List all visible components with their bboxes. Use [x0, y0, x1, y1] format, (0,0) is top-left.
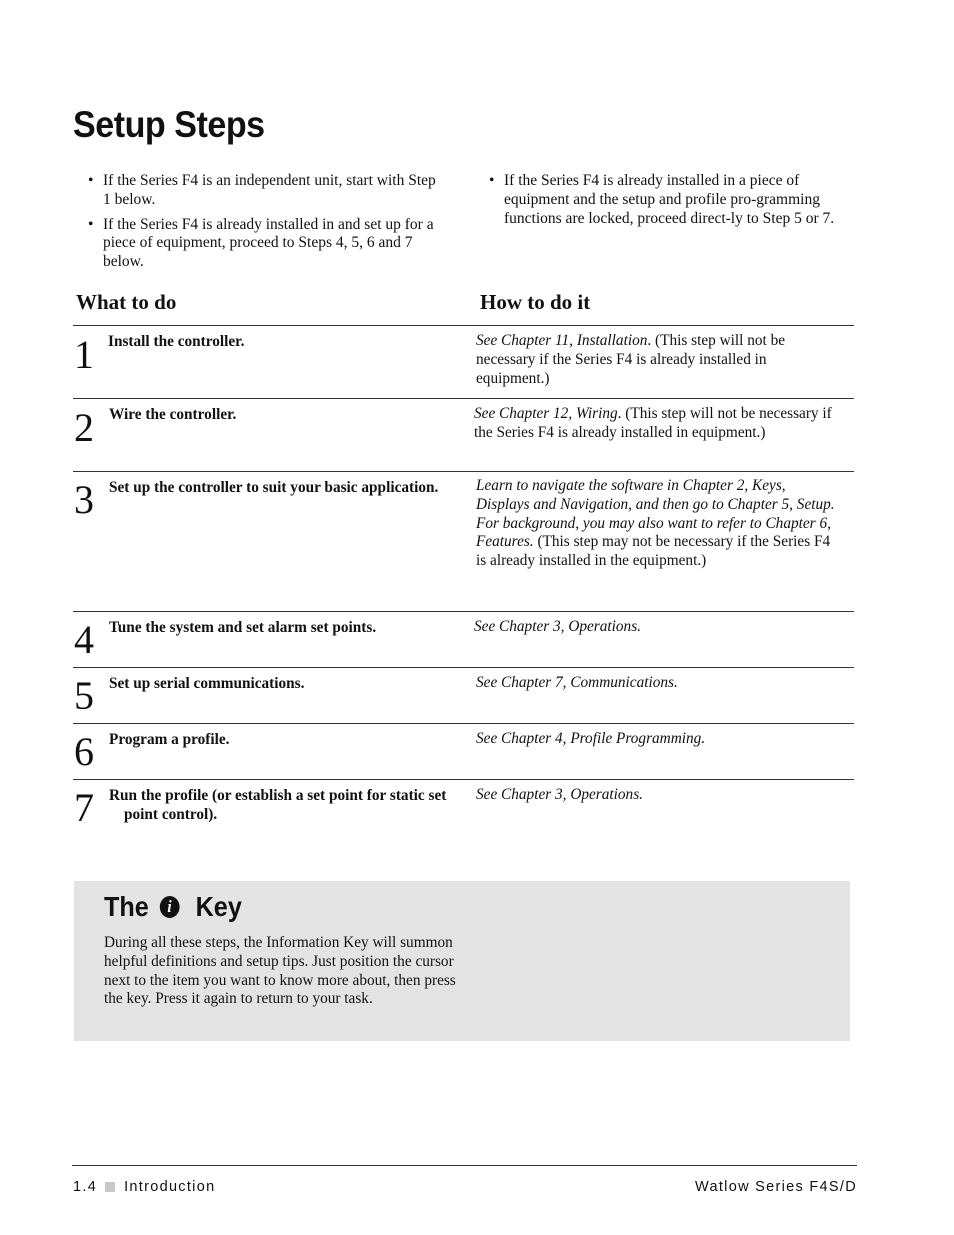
- step-how: [476, 730, 836, 749]
- information-key-body: During all these steps, the Information Key will summon helpful definitions and setup tips. Just position the cursor next to the item you want to know more about, then press the key. Press it again to return to your task.: [104, 934, 456, 1008]
- step-what: Tune the system and set alarm set points.: [109, 619, 377, 636]
- intro-bullets-left: [88, 172, 443, 278]
- intro-bullet: • If the Series F4 is an independent unit, start with Step 1 below.: [88, 172, 443, 210]
- square-icon: [105, 1182, 115, 1192]
- step-how-reference: See Chapter 4, Profile Programming.: [476, 730, 706, 747]
- step-number: 4: [74, 617, 94, 662]
- page-number: 1.4: [73, 1179, 98, 1195]
- step-how-reference: See Chapter 3, Operations.: [476, 786, 643, 803]
- step-what: Set up the controller to suit your basic application.: [109, 479, 439, 496]
- step-how: [476, 786, 836, 805]
- information-key-icon: i: [160, 896, 180, 918]
- step-row: [73, 611, 854, 667]
- step-how: [474, 405, 834, 443]
- step-number: 1: [74, 332, 94, 377]
- step-how-reference: See Chapter 7, Communications.: [476, 674, 678, 691]
- footer-left: [73, 1179, 215, 1195]
- steps-table: [73, 325, 854, 840]
- column-heading-what: What to do: [76, 290, 177, 314]
- step-number: 5: [74, 673, 94, 718]
- step-how-note: . (This step will not be necessary if the Series F4 is already installed in equipment.): [476, 332, 786, 387]
- intro-bullet: • If the Series F4 is already installed in and set up for a piece of equipment, proceed to Steps 4, 5, 6 and 7 below.: [88, 216, 443, 272]
- step-how-reference: See Chapter 12, Wiring: [474, 405, 618, 422]
- step-how: [476, 674, 836, 693]
- intro-bullets-right: [489, 172, 849, 234]
- step-how: [476, 477, 836, 571]
- step-what: Set up serial communications.: [109, 675, 305, 692]
- product-name: Watlow Series F4S/D: [695, 1179, 857, 1195]
- info-title-before: The: [104, 891, 149, 922]
- step-what: Run the profile (or establish a set point for static set point control).: [109, 787, 447, 823]
- step-row: [73, 325, 854, 398]
- footer-divider: [72, 1165, 857, 1166]
- info-title-after: Key: [195, 891, 242, 922]
- step-what: Wire the controller.: [109, 406, 237, 423]
- step-row: [73, 779, 854, 840]
- step-number: 2: [74, 405, 94, 450]
- section-name: Introduction: [124, 1179, 216, 1195]
- step-row: [73, 471, 854, 611]
- step-number: 7: [74, 785, 94, 830]
- step-number: 6: [74, 729, 94, 774]
- step-what: Program a profile.: [109, 731, 230, 748]
- step-how-note: . (This step will not be necessary if the Series F4 is already installed in equipment.): [474, 405, 832, 441]
- page-title: Setup Steps: [73, 104, 265, 145]
- step-number: 3: [74, 477, 94, 522]
- step-how-reference: See Chapter 3, Operations.: [474, 618, 641, 635]
- step-how-reference: Learn to navigate the software in Chapter 2, Keys, Displays and Navigation, and then go to Chapter 5, Setup. For background, you may also want to refer to Chapter 6, Features.: [476, 477, 835, 551]
- step-how-note: (This step may not be necessary if the Series F4 is already installed in the equipment.): [476, 533, 831, 570]
- column-heading-how: How to do it: [480, 290, 591, 314]
- intro-bullet: • If the Series F4 is already installed in a piece of equipment and the setup and profile pro-gramming functions are locked, proceed direct-ly to Step 5 or 7.: [489, 172, 849, 228]
- information-key-title: [104, 891, 242, 923]
- step-how: [474, 618, 834, 637]
- step-how: [476, 332, 836, 388]
- information-key-box: [74, 881, 850, 1041]
- step-row: [73, 723, 854, 779]
- step-how-reference: See Chapter 11, Installation: [476, 332, 648, 349]
- step-row: [73, 667, 854, 723]
- step-row: [73, 398, 854, 471]
- step-what: Install the controller.: [108, 333, 245, 350]
